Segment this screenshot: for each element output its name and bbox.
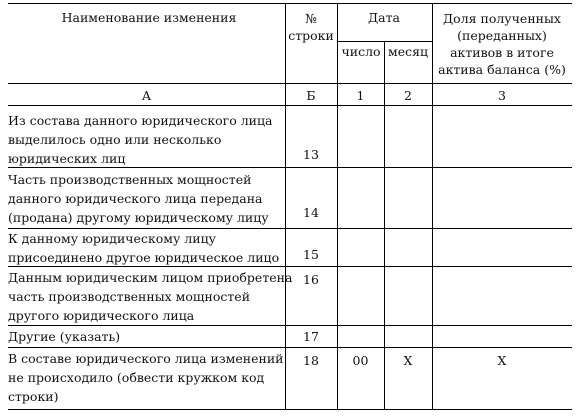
row-17-code: 17 xyxy=(303,329,319,344)
column-divider xyxy=(337,3,338,409)
row-18-month: Х xyxy=(403,353,413,368)
column-index-2: 2 xyxy=(404,88,412,103)
row-18-text: В составе юридического лица изменений не происходило (обвести кружком код строки) xyxy=(8,351,284,404)
row-divider xyxy=(8,325,572,326)
header-share-column: Доля полученных (переданных) активов в итоге актива баланса (%) xyxy=(438,11,566,77)
table-top-border xyxy=(8,3,572,4)
column-index-1: 1 xyxy=(356,88,365,103)
column-index-bottom-border xyxy=(8,105,572,106)
row-13-text: Из состава данного юридического лица выделилось одно или несколько юридических лиц xyxy=(8,113,273,166)
header-bottom-border xyxy=(8,83,572,84)
header-month-column: месяц xyxy=(387,44,429,59)
table-bottom-border xyxy=(8,409,572,410)
row-17-text: Другие (указать) xyxy=(8,329,121,344)
row-15-code: 15 xyxy=(303,247,319,262)
row-18-share: Х xyxy=(497,353,507,368)
row-18-code: 18 xyxy=(303,353,319,368)
row-14-code: 14 xyxy=(303,205,319,220)
row-15-text: К данному юридическому лицу присоединено другое юридическое лицо xyxy=(8,231,280,265)
row-16-code: 16 xyxy=(303,272,319,287)
row-14-text: Часть производственных мощностей данного юридического лица передана (продана) другому юридическому лицу xyxy=(8,172,269,225)
header-day-column: число xyxy=(341,44,381,59)
row-16-text: Данным юридическим лицом приобретена часть производственных мощностей другого юридического лица xyxy=(8,270,293,323)
row-18-day: 00 xyxy=(352,353,369,368)
header-row-number-column: № строки xyxy=(288,11,334,43)
column-index-b: Б xyxy=(306,88,316,103)
column-index-3: 3 xyxy=(498,88,506,103)
header-date-column: Дата xyxy=(368,10,400,25)
column-index-a: А xyxy=(141,88,152,103)
header-name-column: Наименование изменения xyxy=(61,10,237,25)
row-divider xyxy=(8,347,572,348)
row-13-code: 13 xyxy=(303,147,319,162)
